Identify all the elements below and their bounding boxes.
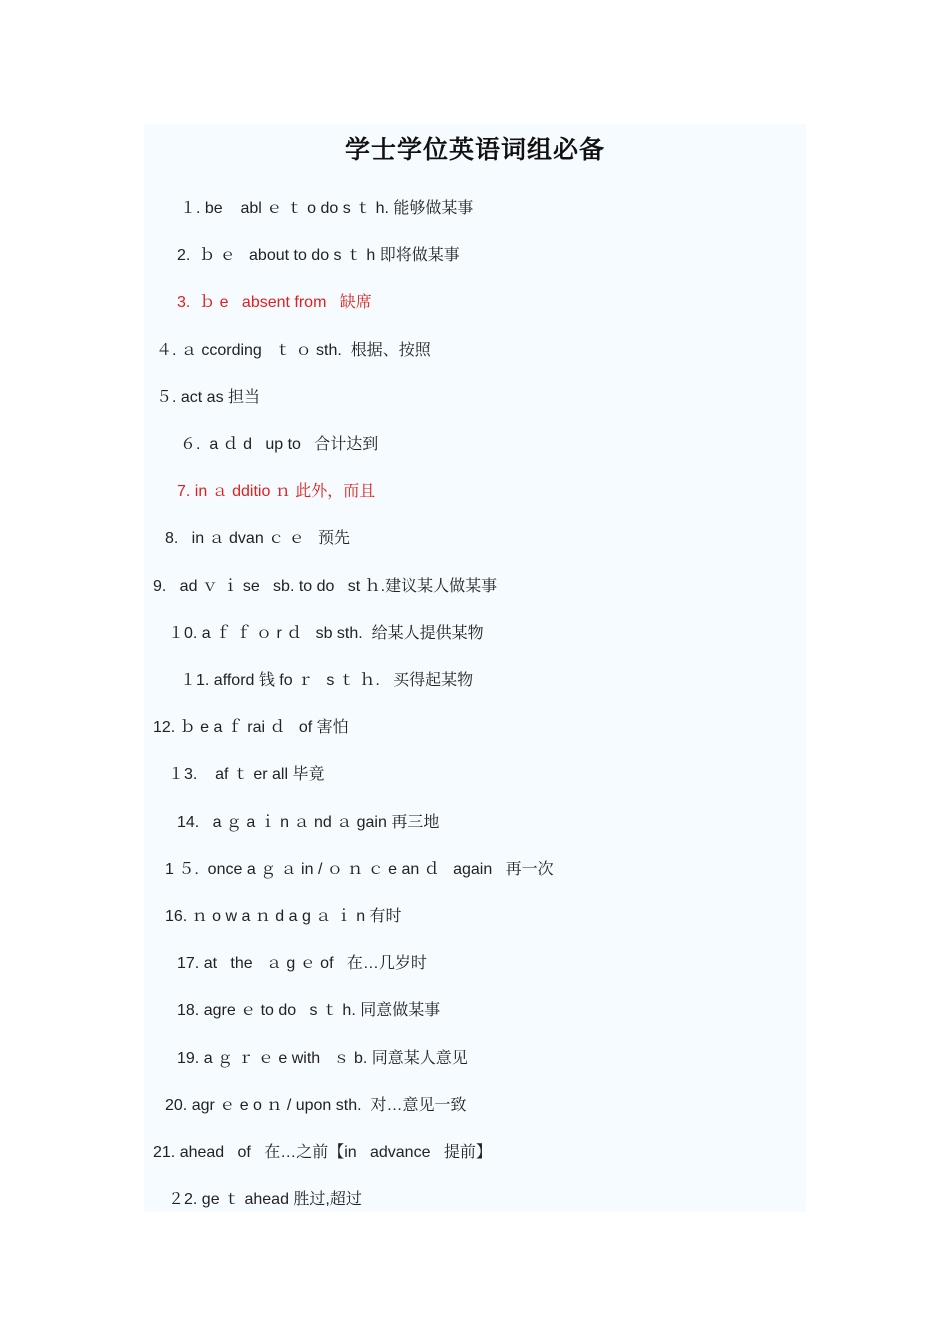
phrase-entry: ２2. ge ｔ ahead 胜过,超过 — [168, 1191, 362, 1208]
phrase-entry: 2. ｂ ｅ about to do s ｔ h 即将做某事 — [177, 247, 460, 264]
phrase-entry: 3. ｂ e absent from 缺席 — [177, 294, 372, 311]
phrase-entry: 1 ５. once a ｇ ａ in / ｏ ｎ ｃ e an ｄ again 再一次 — [165, 861, 554, 878]
phrase-entry: 17. at the ａ g ｅ of 在…几岁时 — [177, 955, 427, 972]
phrase-entry: １1. afford 钱 fo ｒ s ｔ ｈ. 买得起某物 — [180, 672, 474, 689]
phrase-entry: 19. a ｇ ｒ ｅ e with ｓ b. 同意某人意见 — [177, 1050, 468, 1067]
phrase-entry: 21. ahead of 在…之前【in advance 提前】 — [153, 1144, 492, 1161]
phrase-entry: 8. in ａ dvan ｃ ｅ 预先 — [165, 530, 350, 547]
phrase-entry: １. be abl ｅ ｔ o do s ｔ h. 能够做某事 — [180, 200, 474, 217]
document-title: 学士学位英语词组必备 — [344, 135, 605, 164]
phrase-entry: 18. agre ｅ to do s ｔ h. 同意做某事 — [177, 1002, 441, 1019]
phrase-entry: ４. ａ ccording ｔ ｏ sth. 根据、按照 — [156, 342, 431, 359]
phrase-entry: 9. ad ｖ ｉ se sb. to do st ｈ.建议某人做某事 — [153, 578, 498, 595]
phrase-entry: １0. a ｆ ｆ ｏ r ｄ sb sth. 给某人提供某物 — [168, 625, 484, 642]
phrase-entry: 14. a ｇ a ｉ n ａ nd ａ gain 再三地 — [177, 814, 440, 831]
phrase-entry: ６. a ｄ d up to 合计达到 — [180, 436, 379, 453]
phrase-entry: 20. agr ｅ e o ｎ / upon sth. 对…意见一致 — [165, 1097, 467, 1114]
phrase-entry: 16. ｎ o w a ｎ d a g ａ ｉ n 有时 — [165, 908, 402, 925]
phrase-entry: １3. af ｔ er all 毕竟 — [168, 766, 325, 783]
phrase-entry: 12. ｂ e a ｆ rai ｄ of 害怕 — [153, 719, 349, 736]
phrase-entry: 7. in ａ dditio ｎ 此外，而且 — [177, 483, 376, 500]
phrase-entry: ５. act as 担当 — [156, 389, 261, 406]
